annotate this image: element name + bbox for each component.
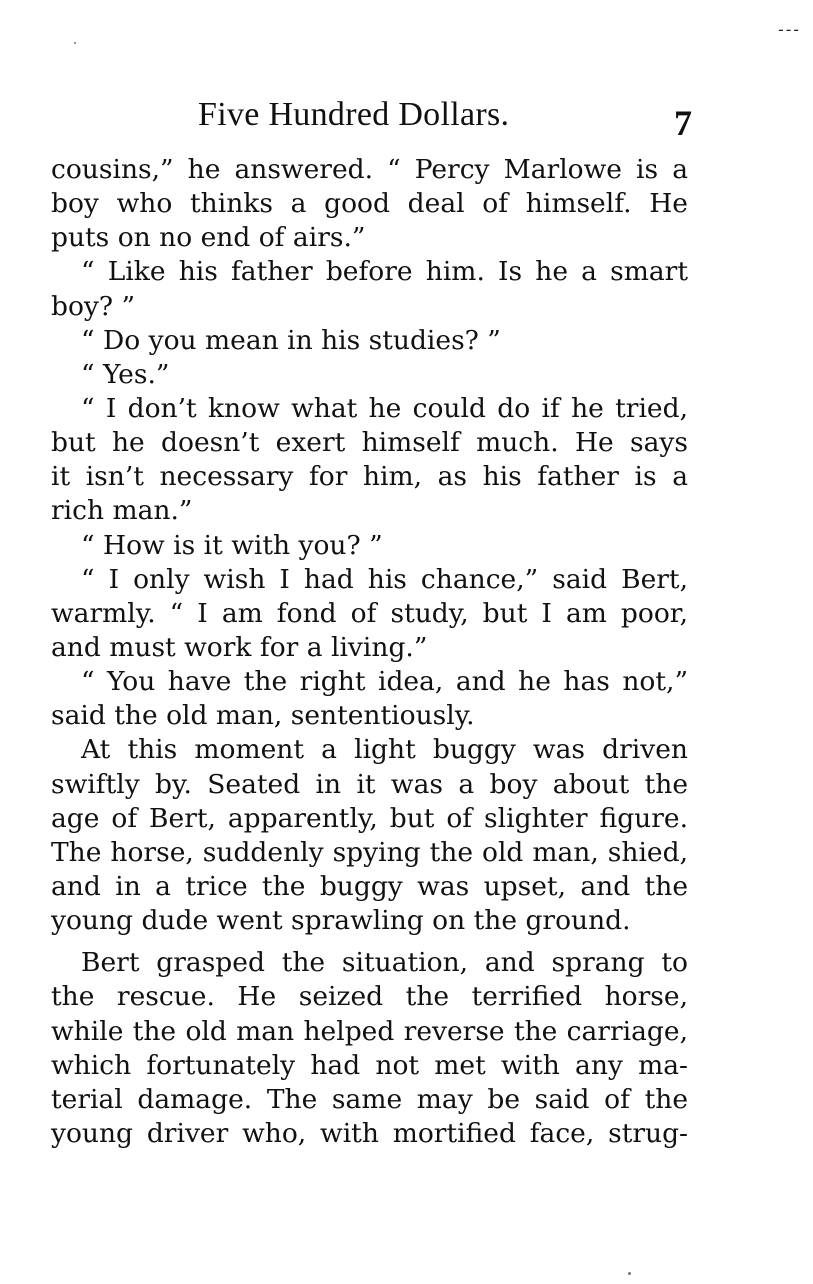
- text-line: and in a trice the buggy was upset, and the: [51, 870, 688, 902]
- text-line: “ Like his father before him. Is he a smart: [81, 256, 688, 288]
- text-line: and must work for a living.”: [51, 631, 428, 663]
- text-line: “ I only wish I had his chance,” said Bert,: [81, 563, 688, 595]
- corner-mark: ---: [776, 20, 799, 39]
- running-title: Five Hundred Dollars.: [198, 96, 510, 133]
- text-line: age of Bert, apparently, but of slighter figure.: [51, 802, 688, 834]
- running-head: [52, 96, 692, 146]
- text-line: terial damage. The same may be said of the: [51, 1083, 688, 1115]
- paragraph-gap: [51, 938, 688, 946]
- page-number: 7: [674, 103, 692, 143]
- print-speck: [628, 1272, 631, 1275]
- text-line: young driver who, with mortified face, strug-: [51, 1117, 688, 1149]
- text-line: it isn’t necessary for him, as his father is a: [51, 461, 688, 493]
- text-line: “ How is it with you? ”: [81, 529, 383, 561]
- text-line: which fortunately had not met with any ma-: [51, 1049, 688, 1081]
- text-line: warmly. “ I am fond of study, but I am poor,: [51, 597, 688, 629]
- text-line: boy who thinks a good deal of himself. He: [51, 188, 688, 220]
- text-line: “ I don’t know what he could do if he tried,: [81, 392, 688, 424]
- text-line: “ Do you mean in his studies? ”: [81, 324, 501, 356]
- text-line: said the old man, sententiously.: [51, 700, 475, 732]
- text-line: while the old man helped reverse the carriage,: [51, 1015, 688, 1047]
- text-line: “ Yes.”: [81, 358, 170, 390]
- print-speck: [74, 42, 76, 44]
- text-line: Bert grasped the situation, and sprang to: [81, 947, 688, 979]
- text-line: “ You have the right idea, and he has not,”: [81, 666, 688, 698]
- text-line: puts on no end of airs.”: [51, 222, 366, 254]
- body-text: [51, 153, 688, 1151]
- text-line: The horse, suddenly spying the old man, shied,: [51, 836, 688, 868]
- text-line: young dude went sprawling on the ground.: [51, 905, 631, 937]
- text-line: rich man.”: [51, 495, 193, 527]
- text-line: swiftly by. Seated in it was a boy about the: [51, 768, 688, 800]
- text-line: cousins,” he answered. “ Percy Marlowe is a: [51, 154, 688, 185]
- text-line: but he doesn’t exert himself much. He says: [51, 427, 688, 459]
- text-line: the rescue. He seized the terrified horse,: [51, 981, 688, 1013]
- text-line: At this moment a light buggy was driven: [81, 734, 688, 766]
- text-line: boy? ”: [51, 290, 136, 322]
